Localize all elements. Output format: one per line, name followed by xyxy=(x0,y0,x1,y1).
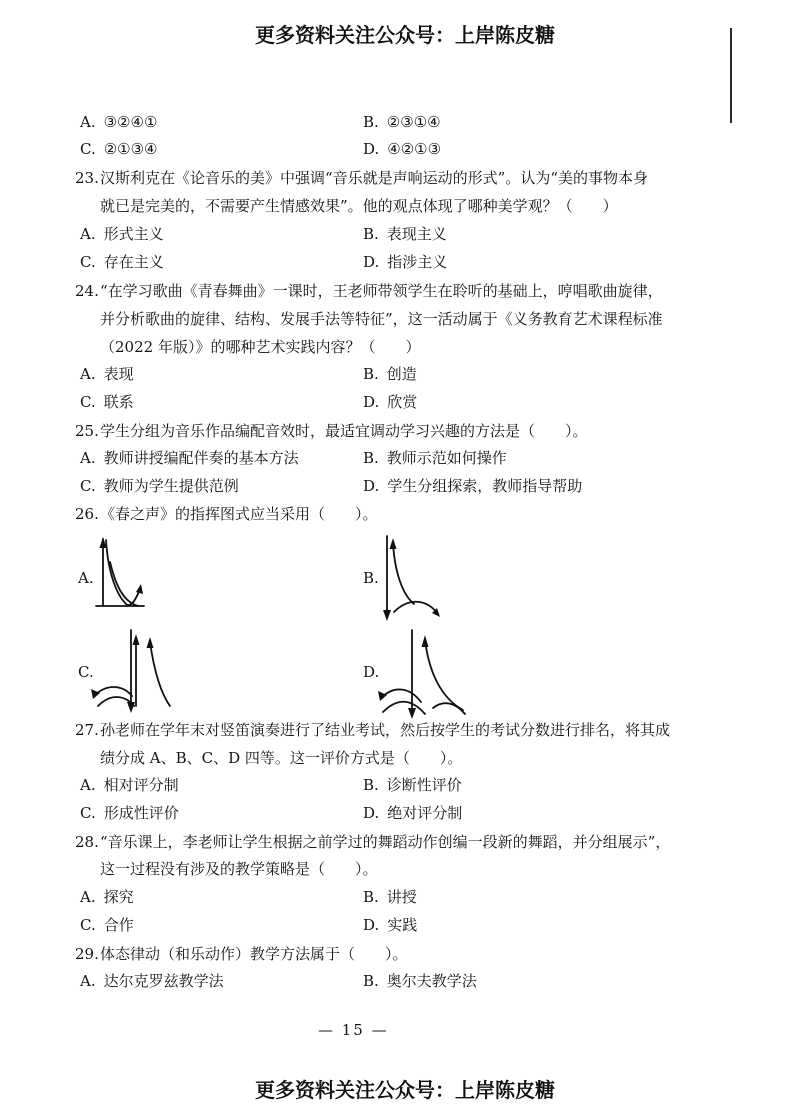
option-c xyxy=(80,915,134,935)
option-label: A. xyxy=(80,225,96,243)
diagram-arrowhead xyxy=(383,610,391,621)
question-number: 29. xyxy=(75,945,99,963)
option-label: B. xyxy=(363,569,379,587)
option-label: B. xyxy=(363,776,379,794)
question-stem-line: 孙老师在学年末对竖笛演奏进行了结业考试，然后按学生的考试分数进行排名，将其成 xyxy=(100,721,671,739)
option-label: D. xyxy=(363,140,380,158)
option-a xyxy=(80,887,134,907)
option-label: D. xyxy=(363,477,380,495)
question-stem-line: 体态律动（和乐动作）教学方法属于（ ）。 xyxy=(100,945,408,963)
option-c xyxy=(80,476,239,496)
question-stem-line: 绩分成 A、B、C、D 四等。这一评价方式是（ ）。 xyxy=(100,749,463,767)
option-label: C. xyxy=(80,477,96,495)
option-c xyxy=(80,392,134,412)
option-text: 教师示范如何操作 xyxy=(386,449,507,467)
diagram-curve xyxy=(433,703,465,714)
option-b xyxy=(363,568,379,588)
option-d xyxy=(363,803,462,823)
option-d xyxy=(363,139,441,159)
page-number: — 15 — xyxy=(318,1021,389,1039)
option-a xyxy=(80,971,224,991)
option-label: B. xyxy=(363,113,379,131)
option-text: 绝对评分制 xyxy=(387,804,463,822)
option-label: D. xyxy=(363,253,380,271)
option-label: B. xyxy=(363,365,379,383)
option-label: A. xyxy=(78,569,94,587)
question-stem-line: 学生分组为音乐作品编配音效时，最适宜调动学习兴趣的方法是（ ）。 xyxy=(100,422,588,440)
option-label: D. xyxy=(363,804,380,822)
diagram-curve xyxy=(425,640,463,710)
option-label: C. xyxy=(80,140,96,158)
option-label: D. xyxy=(363,393,380,411)
option-b xyxy=(363,448,507,468)
question-stem-line: 汉斯利克在《论音乐的美》中强调“音乐就是声响运动的形式”。认为“美的事物本身 xyxy=(100,169,649,187)
diagram-arrowhead xyxy=(390,538,397,549)
option-text: 合作 xyxy=(103,916,134,934)
option-b xyxy=(363,887,417,907)
option-c xyxy=(80,252,164,272)
diagram-arrowhead xyxy=(408,708,416,719)
question-stem-line: 并分析歌曲的旋律、结构、发展手法等特征”，这一活动属于《义务教育艺术课程标准 xyxy=(100,310,663,328)
diagram-curve xyxy=(393,544,414,604)
option-label: B. xyxy=(363,225,379,243)
question-stem-line: 《春之声》的指挥图式应当采用（ ）。 xyxy=(100,505,378,523)
option-label: B. xyxy=(363,888,379,906)
diagram-arrowhead xyxy=(422,635,429,647)
option-b xyxy=(363,775,462,795)
option-label: C. xyxy=(78,663,94,681)
diagram-curve xyxy=(383,702,425,714)
option-label: A. xyxy=(80,776,96,794)
option-label: C. xyxy=(80,253,96,271)
footer-banner: 更多资料关注公众号：上岸陈皮糖 xyxy=(255,1078,555,1102)
option-text: 欣赏 xyxy=(387,393,418,411)
option-text: 讲授 xyxy=(386,888,417,906)
question-stem-line: 这一过程没有涉及的教学策略是（ ）。 xyxy=(100,860,378,878)
option-label: A. xyxy=(80,888,96,906)
option-text: 奥尔夫教学法 xyxy=(386,972,477,990)
diagram-arrowhead xyxy=(147,637,154,648)
option-c xyxy=(80,803,179,823)
diagram-curve xyxy=(94,687,132,696)
option-text: 诊断性评价 xyxy=(386,776,462,794)
option-text: ②①③④ xyxy=(103,140,158,158)
diagram-curve xyxy=(381,689,421,702)
option-a xyxy=(80,448,299,468)
option-text: 教师讲授编配伴奏的基本方法 xyxy=(103,449,299,467)
conducting-diagram-d xyxy=(375,626,475,721)
option-a xyxy=(80,775,179,795)
option-label: C. xyxy=(80,393,96,411)
option-d xyxy=(363,476,582,496)
header-banner: 更多资料关注公众号：上岸陈皮糖 xyxy=(255,23,555,47)
question-stem-line: “音乐课上，李老师让学生根据之前学过的舞蹈动作创编一段新的舞蹈，并分组展示”， xyxy=(100,833,671,851)
option-text: 探究 xyxy=(103,888,134,906)
option-text: ②③①④ xyxy=(386,113,441,131)
conducting-diagram-b xyxy=(378,532,450,624)
conducting-diagram-a xyxy=(90,532,150,614)
option-c xyxy=(80,139,158,159)
option-a xyxy=(80,112,157,132)
option-label: A. xyxy=(80,365,96,383)
option-text: 指涉主义 xyxy=(387,253,448,271)
option-text: 联系 xyxy=(103,393,134,411)
option-d xyxy=(363,392,417,412)
question-number: 28. xyxy=(75,833,99,851)
option-text: 教师为学生提供范例 xyxy=(103,477,239,495)
option-text: 相对评分制 xyxy=(103,776,179,794)
option-text: 学生分组探索，教师指导帮助 xyxy=(387,477,583,495)
option-label: C. xyxy=(80,916,96,934)
option-d xyxy=(363,252,447,272)
question-stem-line: “在学习歌曲《青春舞曲》一课时，王老师带领学生在聆听的基础上，哼唱歌曲旋律， xyxy=(100,282,663,300)
option-label: B. xyxy=(363,972,379,990)
scan-edge-line xyxy=(730,28,732,123)
option-a xyxy=(80,224,164,244)
diagram-curve xyxy=(150,642,170,706)
option-text: 形成性评价 xyxy=(103,804,179,822)
question-number: 23. xyxy=(75,169,99,187)
option-label: A. xyxy=(80,972,96,990)
diagram-arrowhead xyxy=(378,691,387,701)
conducting-diagram-c xyxy=(88,626,188,716)
option-b xyxy=(363,364,417,384)
option-text: 形式主义 xyxy=(103,225,164,243)
option-text: 存在主义 xyxy=(103,253,164,271)
option-text: 表现 xyxy=(103,365,134,383)
option-text: ④②①③ xyxy=(387,140,442,158)
option-text: 创造 xyxy=(386,365,417,383)
option-label: D. xyxy=(363,663,380,681)
option-label: A. xyxy=(80,113,96,131)
question-number: 26. xyxy=(75,505,99,523)
option-b xyxy=(363,224,447,244)
option-d xyxy=(363,915,417,935)
option-text: 表现主义 xyxy=(386,225,447,243)
option-text: ③②④① xyxy=(103,113,158,131)
option-text: 达尔克罗兹教学法 xyxy=(103,972,224,990)
question-number: 25. xyxy=(75,422,99,440)
question-number: 24. xyxy=(75,282,99,300)
question-stem-line: （2022 年版）》的哪种艺术实践内容？（ ） xyxy=(100,338,421,356)
question-stem-line: 就已是完美的，不需要产生情感效果”。他的观点体现了哪种美学观？（ ） xyxy=(100,197,618,215)
option-b xyxy=(363,971,477,991)
option-label: C. xyxy=(80,804,96,822)
option-b xyxy=(363,112,441,132)
diagram-curve xyxy=(394,602,438,614)
option-label: A. xyxy=(80,449,96,467)
option-a xyxy=(80,364,134,384)
question-number: 27. xyxy=(75,721,99,739)
diagram-arrowhead xyxy=(91,689,100,699)
diagram-arrowhead xyxy=(133,634,140,645)
option-label: B. xyxy=(363,449,379,467)
option-label: D. xyxy=(363,916,380,934)
diagram-arrowhead xyxy=(136,584,143,594)
option-text: 实践 xyxy=(387,916,418,934)
